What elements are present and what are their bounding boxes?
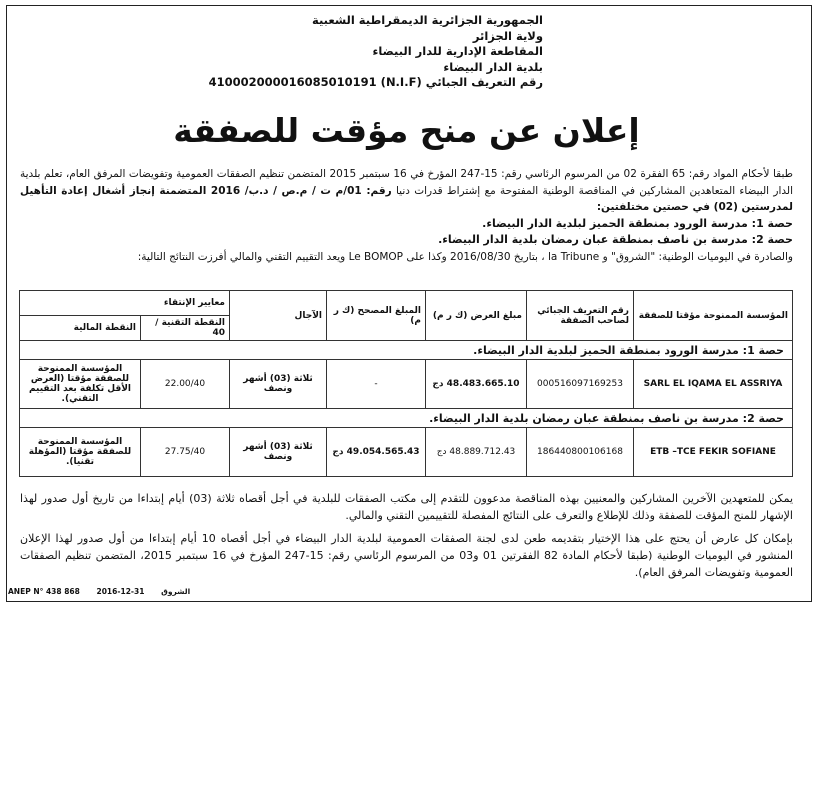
notice-title: إعلان عن منح مؤقت للصفقة	[173, 111, 640, 150]
intro-paragraph: طبقا لأحكام المواد رقم: 65 الفقرة 02 من المرسوم الرئاسي رقم: 15-247 المؤرخ في 16 سبتمبر 2015 المتضمن تنظيم الصفقات العمومية وتفويضات المرفق العام، تعلم بلدية الدار البيضاء المتعاهدين المشاركين في المناقصة الوطنية المفتوحة مع إشتراط قدرات دنيا	[20, 168, 794, 197]
anep-paper: الشروق	[161, 587, 191, 596]
cell-delay: ثلاثة (03) أشهر ونصف	[230, 360, 327, 409]
footer-text	[20, 490, 793, 587]
results-table	[19, 290, 793, 477]
header-line-commune: بلدية الدار البيضاء	[443, 59, 543, 74]
header-line-district: المقاطعة الإدارية للدار البيضاء	[372, 44, 543, 58]
col-offer: مبلغ العرض (ك ر م)	[426, 291, 527, 341]
header-line-republic: الجمهورية الجزائرية الديمقراطية الشعبية	[311, 13, 543, 27]
cell-offer: 48.889.712.43 دج	[426, 428, 527, 477]
anep-number: ANEP N° 438 868	[8, 587, 80, 596]
cell-offer: 48.483.665.10 دج	[426, 360, 527, 409]
col-fin: النقطة المالية	[20, 316, 141, 341]
lot-1-heading: حصة 1: مدرسة الورود بمنطقة الحميز لبلدية الدار البيضاء.	[20, 341, 793, 360]
intro-tender-ref: رقم: 01/م ت / م.ص / د.ب/ 2016 المتضمنة إنجاز أشغال إعادة التأهيل لمدرستين (02) في حصتين مختلفتين:	[20, 184, 793, 213]
anep-reference	[8, 587, 204, 596]
cell-company: SARL EL IQAMA EL ASSRIYA	[634, 360, 793, 409]
cell-tech: 22.00/40	[141, 360, 230, 409]
header-line-nif: رقم التعريف الجبائي (N.I.F) 410002000016085010191	[208, 75, 543, 89]
cell-nif: 186440800106168	[527, 428, 634, 477]
lot-2-heading: حصة 2: مدرسة بن ناصف بمنطقة عبان رمضان بلدية الدار البيضاء.	[20, 409, 793, 428]
table-row	[20, 360, 793, 409]
col-nif: رقم التعريف الجبائي لصاحب الصفقة	[527, 291, 634, 341]
footer-paragraph-appeal: بإمكان كل عارض أن يحتج على هذا الإختيار بتقديمه طعن لدى لجنة الصفقات العمومية لبلدية الدار البيضاء في أجل أقصاه 10 أيام إبتداءا من أول صدور لهذا الإعلان المنشور في اليوميات الوطنية (طبقا لأحكام المادة 82 الفقرتين 01 و03 من المرسوم الرئاسي رقم: 15-247 المؤرخ في 16 سبتمبر 2015، المتضمن تنظيم الصفقات العمومية وتفويضات المرفق العام).	[20, 532, 793, 579]
cell-fin: المؤسسة الممنوحة للصفقة مؤقتا (العرض الأقل تكلفة بعد التقييم التقني).	[20, 360, 141, 409]
cell-delay: ثلاثة (03) أشهر ونصف	[230, 428, 327, 477]
intro-text	[20, 166, 793, 265]
footer-paragraph-consult: يمكن للمتعهدين الآخرين المشاركين والمعنيين بهذه المناقصة مدعوون للتقدم إلى مكتب الصفقات للبلدية في أجل أقصاه ثلاثة (03) أيام إبتداءا من تاريخ أول صدور لهذا الإشهار للمنح المؤقت للصفقة وذلك للإطلاع والتعرف على النتائج المفصلة للتقييمين التقني والمالي.	[20, 492, 794, 522]
issuer-header	[208, 13, 543, 91]
cell-tech: 27.75/40	[141, 428, 230, 477]
col-delay: الآجال	[230, 291, 327, 341]
anep-date: 2016-12-31	[96, 587, 145, 596]
cell-fin: المؤسسة الممنوحة للصفقة مؤقتا (المؤهلة تقنيا).	[20, 428, 141, 477]
intro-publication: والصادرة في اليوميات الوطنية: "الشروق" و la Tribune ، بتاريخ 2016/08/30 وكذا على Le BOMOP ويعد التقييم التقني والمالي أفرزت النتائج التالية:	[137, 250, 793, 263]
col-company: المؤسسة الممنوحة مؤقتا للصفقة	[634, 291, 793, 341]
col-corrected: المبلغ المصحح (ك ر م)	[327, 291, 426, 341]
cell-corrected: -	[327, 360, 426, 409]
col-criteria: معايير الإنتقاء	[20, 291, 230, 316]
cell-company: ETB –TCE FEKIR SOFIANE	[634, 428, 793, 477]
intro-lot-2: حصة 2: مدرسة بن ناصف بمنطقة عبان رمضان بلدية الدار البيضاء.	[438, 233, 793, 246]
cell-nif: 000516097169253	[527, 360, 634, 409]
table-row	[20, 428, 793, 477]
cell-corrected: 49.054.565.43 دج	[327, 428, 426, 477]
col-tech: النقطة التقنية / 40	[141, 316, 230, 341]
intro-lot-1: حصة 1: مدرسة الورود بمنطقة الحميز لبلدية الدار البيضاء.	[482, 216, 793, 230]
header-line-wilaya: ولاية الجزائر	[472, 28, 543, 43]
